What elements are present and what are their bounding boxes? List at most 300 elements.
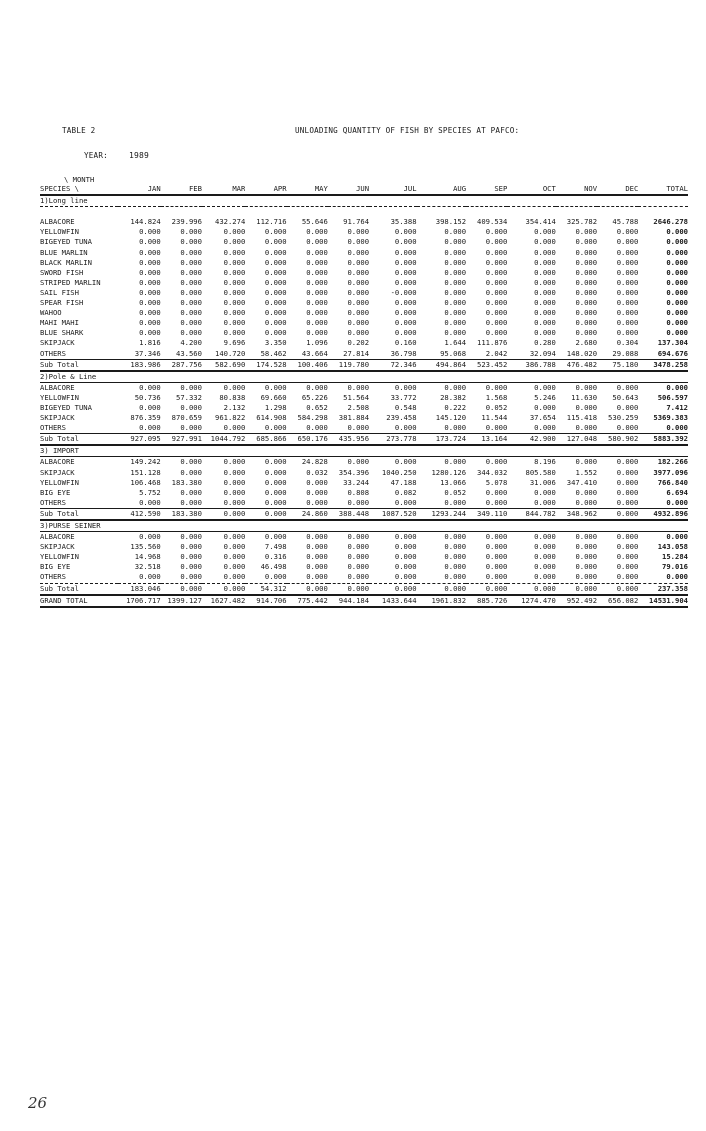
value-cell: 0.000 — [616, 423, 639, 433]
value-cell: 0.000 — [306, 423, 328, 433]
value-cell: 0.000 — [616, 487, 639, 497]
row-label: Sub Total — [40, 508, 118, 520]
table-row — [40, 488, 688, 498]
value-cell: 0.000 — [444, 562, 467, 572]
value-cell: 650.176 — [287, 434, 328, 446]
value-cell: 2.132 — [223, 402, 246, 412]
value-cell: 0.000 — [347, 542, 370, 552]
value-cell: 0.000 — [347, 227, 370, 237]
row-label: STRIPED MARLIN — [40, 277, 101, 287]
value-cell: 29.088 — [612, 348, 639, 358]
value-cell: 0.000 — [485, 247, 508, 257]
value-cell: 0.000 — [616, 277, 639, 287]
value-cell: 5.752 — [139, 487, 161, 497]
value-cell: 0.000 — [223, 552, 246, 562]
value-cell: 0.000 — [306, 257, 328, 267]
unloading-quantity-table — [40, 175, 688, 608]
value-cell: 3.350 — [264, 338, 287, 348]
value-cell: 0.000 — [394, 542, 417, 552]
value-cell: 927.095 — [118, 434, 160, 446]
value-cell: 0.000 — [575, 298, 598, 308]
value-cell: 0.202 — [347, 338, 370, 348]
value-cell: 5.078 — [485, 477, 508, 487]
value-cell: 1.568 — [485, 392, 508, 402]
value-cell: 0.000 — [575, 328, 598, 338]
row-label: Sub Total — [40, 434, 118, 446]
table-row — [40, 498, 688, 509]
value-cell: 144.824 — [130, 217, 161, 227]
value-cell: 80.838 — [219, 392, 246, 402]
table-row — [40, 552, 688, 562]
value-cell: 0.000 — [180, 328, 202, 338]
value-cell: 0.000 — [394, 227, 417, 237]
column-header-jul: JUL — [369, 184, 416, 195]
value-cell: 0.000 — [575, 318, 598, 328]
value-cell: 0.000 — [245, 508, 286, 520]
value-cell: 0.000 — [180, 487, 202, 497]
value-cell: 0.000 — [139, 497, 161, 507]
table-row — [40, 382, 688, 393]
value-cell: 1.298 — [264, 402, 287, 412]
table-row — [40, 237, 688, 247]
value-cell: 584.298 — [297, 413, 328, 423]
value-cell: 0.000 — [306, 497, 328, 507]
value-cell: 115.418 — [566, 413, 598, 423]
total-cell: 137.304 — [657, 338, 688, 348]
value-cell: 0.000 — [485, 267, 508, 277]
row-label: Sub Total — [40, 359, 118, 371]
value-cell: 0.000 — [264, 298, 287, 308]
value-cell: 0.000 — [616, 227, 639, 237]
value-cell: 914.706 — [245, 595, 286, 607]
value-cell: 0.000 — [264, 467, 287, 477]
value-cell: 0.000 — [180, 287, 202, 297]
value-cell: 0.000 — [534, 247, 556, 257]
value-cell: 0.000 — [575, 257, 598, 267]
value-cell: 0.000 — [347, 257, 370, 267]
value-cell: 0.000 — [264, 237, 287, 247]
total-cell: 3977.096 — [653, 467, 688, 477]
value-cell: 0.000 — [223, 277, 246, 287]
table-row — [40, 393, 688, 403]
total-cell: 0.000 — [666, 247, 688, 257]
value-cell: 55.646 — [301, 217, 328, 227]
value-cell: 0.000 — [444, 318, 467, 328]
value-cell: 1627.482 — [202, 595, 245, 607]
column-header-feb: FEB — [161, 184, 202, 195]
value-cell: 0.000 — [180, 318, 202, 328]
value-cell: 0.000 — [444, 308, 467, 318]
value-cell: 0.000 — [444, 247, 467, 257]
value-cell: 0.000 — [394, 257, 417, 267]
value-cell: 1040.250 — [381, 467, 417, 477]
table-row — [40, 227, 688, 237]
section-title: 3) IMPORT — [40, 445, 688, 457]
value-cell: 0.000 — [394, 562, 417, 572]
value-cell: 0.000 — [485, 487, 508, 497]
value-cell: 0.000 — [575, 277, 598, 287]
value-cell: 0.000 — [616, 532, 639, 542]
value-cell: 1433.644 — [369, 595, 416, 607]
value-cell: 0.000 — [223, 382, 246, 392]
value-cell: 0.000 — [616, 552, 639, 562]
value-cell: 0.000 — [485, 552, 508, 562]
value-cell: 0.000 — [534, 423, 556, 433]
value-cell: 409.534 — [477, 217, 508, 227]
value-cell: 0.000 — [180, 257, 202, 267]
value-cell: 0.000 — [306, 562, 328, 572]
value-cell: 1087.520 — [369, 508, 416, 520]
value-cell: 91.764 — [343, 217, 370, 227]
value-cell: 0.000 — [306, 382, 328, 392]
value-cell: 0.000 — [306, 298, 328, 308]
total-cell: 182.266 — [657, 457, 688, 467]
value-cell: 0.000 — [597, 583, 638, 595]
value-cell: 0.000 — [180, 308, 202, 318]
value-cell: 0.000 — [575, 287, 598, 297]
value-cell: 0.000 — [180, 298, 202, 308]
subtotal-row — [40, 359, 688, 371]
value-cell: 0.000 — [347, 267, 370, 277]
value-cell: 0.000 — [223, 227, 246, 237]
column-header-jan: JAN — [118, 184, 160, 195]
row-label: BIGEYED TUNA — [40, 237, 92, 247]
value-cell: 0.000 — [616, 497, 639, 507]
total-cell: 143.058 — [657, 542, 688, 552]
value-cell: 37.654 — [529, 413, 556, 423]
column-header-aug: AUG — [417, 184, 467, 195]
value-cell: 0.000 — [534, 267, 556, 277]
value-cell: 0.000 — [534, 542, 556, 552]
value-cell: 0.000 — [264, 487, 287, 497]
value-cell: 0.000 — [575, 267, 598, 277]
value-cell: 0.000 — [139, 328, 161, 338]
value-cell: 0.000 — [180, 227, 202, 237]
value-cell: 0.000 — [180, 552, 202, 562]
value-cell: 476.482 — [556, 359, 597, 371]
value-cell: 0.000 — [575, 457, 598, 467]
value-cell: 325.782 — [566, 217, 598, 227]
value-cell: 145.120 — [435, 413, 467, 423]
value-cell: 870.659 — [171, 413, 202, 423]
value-cell: 32.094 — [529, 348, 556, 358]
value-cell: 0.000 — [394, 277, 417, 287]
value-cell: 0.000 — [264, 532, 287, 542]
total-cell: 5883.392 — [638, 434, 688, 446]
value-cell: 0.082 — [394, 487, 417, 497]
table-row — [40, 423, 688, 434]
value-cell: 656.082 — [597, 595, 638, 607]
table-row — [40, 338, 688, 348]
total-cell: 4932.896 — [638, 508, 688, 520]
value-cell: 0.032 — [306, 467, 328, 477]
value-cell: 31.006 — [529, 477, 556, 487]
value-cell: 0.000 — [306, 572, 328, 582]
value-cell: 0.000 — [264, 423, 287, 433]
table-row — [40, 478, 688, 488]
table-row — [40, 532, 688, 543]
row-label: BLUE MARLIN — [40, 247, 88, 257]
value-cell: 0.000 — [485, 532, 508, 542]
year-label: YEAR: — [84, 151, 108, 160]
value-cell: 0.000 — [394, 382, 417, 392]
value-cell: 239.996 — [171, 217, 202, 227]
value-cell: 0.000 — [616, 467, 639, 477]
value-cell: 0.000 — [534, 318, 556, 328]
page-number: 26 — [28, 1094, 48, 1112]
value-cell: 33.772 — [390, 392, 417, 402]
value-cell: 54.312 — [245, 583, 286, 595]
total-cell: 237.358 — [638, 583, 688, 595]
section-header — [40, 371, 688, 383]
value-cell: 0.000 — [223, 267, 246, 277]
row-label: YELLOWFIN — [40, 392, 79, 402]
value-cell: 805.580 — [525, 467, 556, 477]
value-cell: 0.000 — [485, 277, 508, 287]
total-cell: 0.000 — [666, 298, 688, 308]
value-cell: 0.000 — [444, 287, 467, 297]
value-cell: 0.000 — [223, 562, 246, 572]
value-cell: 0.000 — [223, 542, 246, 552]
table-row — [40, 413, 688, 423]
value-cell: 348.962 — [556, 508, 597, 520]
value-cell: 0.052 — [444, 487, 467, 497]
value-cell: 0.000 — [306, 328, 328, 338]
value-cell: 0.000 — [306, 542, 328, 552]
value-cell: 0.000 — [223, 237, 246, 247]
total-cell: 694.676 — [657, 348, 688, 358]
value-cell: 0.000 — [287, 583, 328, 595]
value-cell: 0.000 — [223, 257, 246, 267]
row-label: SPEAR FISH — [40, 298, 84, 308]
value-cell: 0.000 — [616, 287, 639, 297]
value-cell: 0.000 — [575, 423, 598, 433]
value-cell: 0.000 — [485, 572, 508, 582]
value-cell: 0.000 — [347, 298, 370, 308]
value-cell: 0.000 — [444, 328, 467, 338]
value-cell: 0.000 — [616, 457, 639, 467]
total-cell: 15.284 — [662, 552, 688, 562]
value-cell: 0.000 — [180, 497, 202, 507]
total-cell: 0.000 — [666, 423, 688, 433]
value-cell: 0.000 — [223, 298, 246, 308]
value-cell: 0.000 — [223, 477, 246, 487]
value-cell: 1.096 — [306, 338, 328, 348]
table-row — [40, 403, 688, 413]
value-cell: 0.000 — [264, 287, 287, 297]
value-cell: 0.000 — [139, 277, 161, 287]
value-cell: 580.902 — [597, 434, 638, 446]
value-cell: 0.000 — [394, 298, 417, 308]
value-cell: 494.864 — [417, 359, 467, 371]
total-cell: 6.694 — [666, 487, 688, 497]
value-cell: 0.000 — [575, 402, 598, 412]
row-label: WAHOO — [40, 308, 62, 318]
value-cell: 0.000 — [139, 257, 161, 267]
section-divider — [40, 207, 688, 218]
value-cell: 0.000 — [575, 542, 598, 552]
value-cell: 0.000 — [444, 572, 467, 582]
value-cell: 0.000 — [347, 318, 370, 328]
section-title: 2)Pole & Line — [40, 371, 688, 383]
value-cell: 0.000 — [534, 532, 556, 542]
value-cell: 344.032 — [477, 467, 508, 477]
value-cell: 0.000 — [444, 457, 467, 467]
value-cell: 0.000 — [223, 423, 246, 433]
value-cell: 0.000 — [394, 318, 417, 328]
total-cell: 0.000 — [666, 382, 688, 392]
value-cell: 1274.470 — [507, 595, 555, 607]
value-cell: 0.000 — [180, 572, 202, 582]
value-cell: 0.000 — [264, 497, 287, 507]
value-cell: 530.259 — [608, 413, 639, 423]
value-cell: 388.448 — [328, 508, 369, 520]
value-cell: 0.000 — [534, 402, 556, 412]
value-cell: 0.000 — [394, 423, 417, 433]
value-cell: 0.000 — [264, 267, 287, 277]
value-cell: 0.000 — [306, 237, 328, 247]
value-cell: 0.000 — [394, 572, 417, 582]
value-cell: 0.000 — [444, 542, 467, 552]
value-cell: 46.498 — [260, 562, 287, 572]
value-cell: 0.280 — [534, 338, 556, 348]
total-cell: 3478.258 — [638, 359, 688, 371]
value-cell: 239.458 — [386, 413, 417, 423]
total-cell: 0.000 — [666, 237, 688, 247]
value-cell: 0.000 — [444, 382, 467, 392]
value-cell: 183.986 — [118, 359, 160, 371]
section-title: 3)PURSE SEINER — [40, 520, 688, 532]
grand-total-row — [40, 595, 688, 607]
total-cell: 2646.278 — [653, 217, 688, 227]
value-cell: 885.726 — [466, 595, 507, 607]
value-cell: 0.000 — [575, 497, 598, 507]
value-cell: 0.000 — [139, 532, 161, 542]
value-cell: 775.442 — [287, 595, 328, 607]
column-header-mar: MAR — [202, 184, 245, 195]
value-cell: 0.000 — [444, 257, 467, 267]
value-cell: 111.876 — [477, 338, 508, 348]
table-row — [40, 308, 688, 318]
subtotal-row — [40, 583, 688, 595]
value-cell: 72.346 — [369, 359, 416, 371]
value-cell: 0.000 — [444, 423, 467, 433]
column-header-jun: JUN — [328, 184, 369, 195]
section-header — [40, 520, 688, 532]
value-cell: 65.226 — [301, 392, 328, 402]
value-cell: 0.000 — [616, 298, 639, 308]
table-row — [40, 258, 688, 268]
value-cell: 50.643 — [612, 392, 639, 402]
value-cell: 0.000 — [575, 227, 598, 237]
section-header — [40, 195, 688, 207]
value-cell: 349.110 — [466, 508, 507, 520]
value-cell: 119.780 — [328, 359, 369, 371]
value-cell: 1044.792 — [202, 434, 245, 446]
value-cell: 0.000 — [347, 423, 370, 433]
year-value: 1989 — [129, 151, 150, 160]
value-cell: 0.000 — [139, 237, 161, 247]
value-cell: 0.000 — [223, 532, 246, 542]
value-cell: 0.000 — [264, 257, 287, 267]
value-cell: 0.000 — [616, 257, 639, 267]
value-cell: 0.000 — [223, 487, 246, 497]
total-cell: 0.000 — [666, 277, 688, 287]
value-cell: 0.000 — [534, 308, 556, 318]
corner-species-label: SPECIES \ — [40, 184, 118, 195]
value-cell: 347.410 — [566, 477, 598, 487]
value-cell: 273.778 — [369, 434, 416, 446]
table-row — [40, 349, 688, 360]
value-cell: 0.000 — [347, 277, 370, 287]
row-label: ALBACORE — [40, 457, 75, 467]
column-header-nov: NOV — [556, 184, 597, 195]
value-cell: 0.000 — [394, 267, 417, 277]
value-cell: 0.000 — [161, 583, 202, 595]
value-cell: 112.716 — [256, 217, 287, 227]
value-cell: 0.000 — [180, 457, 202, 467]
value-cell: 0.000 — [180, 542, 202, 552]
value-cell: 0.160 — [394, 338, 417, 348]
value-cell: 0.000 — [139, 298, 161, 308]
value-cell: 0.000 — [264, 308, 287, 318]
value-cell: 27.814 — [343, 348, 370, 358]
value-cell: 0.000 — [485, 382, 508, 392]
value-cell: 183.380 — [161, 508, 202, 520]
value-cell: 0.000 — [347, 552, 370, 562]
value-cell: 0.000 — [485, 227, 508, 237]
value-cell: 0.000 — [180, 267, 202, 277]
value-cell: 0.000 — [264, 318, 287, 328]
value-cell: 0.000 — [139, 572, 161, 582]
value-cell: 0.000 — [223, 467, 246, 477]
value-cell: 0.000 — [328, 583, 369, 595]
value-cell: 0.000 — [347, 328, 370, 338]
value-cell: 0.000 — [575, 532, 598, 542]
subtotal-row — [40, 508, 688, 520]
value-cell: 127.048 — [556, 434, 597, 446]
value-cell: 961.822 — [215, 413, 246, 423]
row-label: GRAND TOTAL — [40, 595, 118, 607]
value-cell: 0.000 — [202, 583, 245, 595]
value-cell: 13.066 — [440, 477, 467, 487]
total-cell: 0.000 — [666, 267, 688, 277]
value-cell: 0.548 — [394, 402, 417, 412]
value-cell: 0.000 — [597, 508, 638, 520]
value-cell: 0.000 — [347, 308, 370, 318]
value-cell: 685.866 — [245, 434, 286, 446]
value-cell: 0.000 — [575, 552, 598, 562]
value-cell: 0.000 — [306, 308, 328, 318]
row-label: YELLOWFIN — [40, 227, 79, 237]
value-cell: 2.042 — [485, 348, 508, 358]
value-cell: 614.908 — [256, 413, 287, 423]
value-cell: 106.468 — [130, 477, 161, 487]
row-label: SKIPJACK — [40, 413, 75, 423]
total-cell: 5369.383 — [653, 413, 688, 423]
value-cell: 0.808 — [347, 487, 370, 497]
value-cell: 0.000 — [347, 497, 370, 507]
row-label: BIGEYED TUNA — [40, 402, 92, 412]
value-cell: 0.000 — [347, 287, 370, 297]
table-row — [40, 217, 688, 227]
value-cell: 0.000 — [264, 328, 287, 338]
value-cell: 0.000 — [347, 382, 370, 392]
table-row — [40, 572, 688, 583]
value-cell: 0.000 — [575, 382, 598, 392]
value-cell: 0.000 — [444, 552, 467, 562]
divider-line — [40, 207, 688, 218]
